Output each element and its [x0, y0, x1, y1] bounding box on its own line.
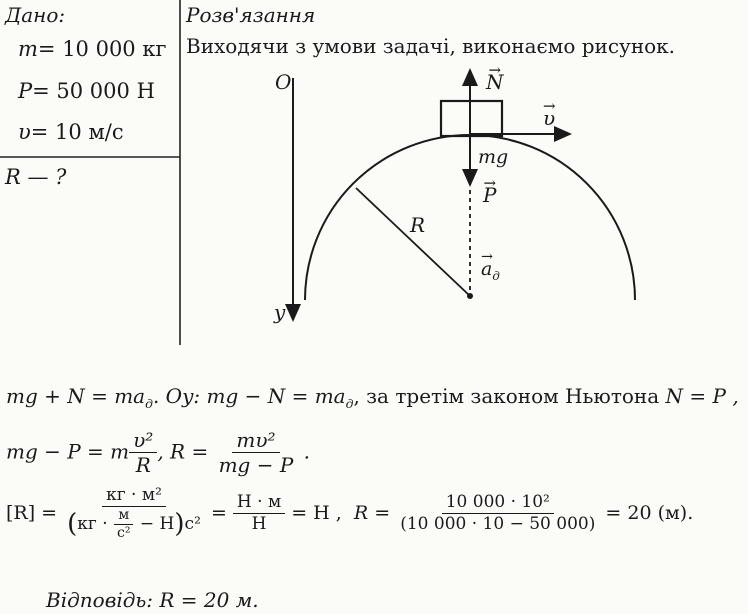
velocity-label [543, 106, 555, 130]
eq3-inner-den: с² [117, 524, 131, 541]
answer [46, 588, 259, 612]
eq3-unit-num: кг · м² [102, 487, 166, 507]
circle-center-dot [467, 293, 473, 299]
force-N-label [486, 70, 504, 94]
eq2-lhs: mg − P = m [6, 439, 130, 464]
eq3-calc-num: 10 000 · 10² [442, 494, 554, 514]
radius-label: R [410, 213, 426, 237]
eq3-eq-h: = Н , [291, 501, 342, 524]
given-m-value: = 10 000 кг [37, 37, 167, 61]
eq3-eq-mid: = [210, 501, 227, 524]
force-N-text: → N [486, 70, 504, 94]
eq1-sub: д [145, 396, 153, 411]
eq3-hm-num: Н · м [233, 494, 285, 514]
given-find: R — ? [5, 165, 67, 189]
acceleration-text: → a [481, 258, 492, 280]
given-title: Дано: [5, 3, 66, 27]
acceleration-subscript: д [492, 268, 500, 283]
eq3-unit-frac [63, 487, 205, 541]
eq3-calc-den: (10 000 · 10 − 50 000) [400, 514, 596, 535]
force-mg-label [478, 146, 508, 168]
given-m-symbol: m [18, 37, 38, 61]
force-P-label [483, 183, 496, 207]
eq3-inner-frac [113, 508, 134, 541]
eq3-den-suffix: − Н [139, 513, 175, 534]
force-P-text: → P [483, 183, 496, 207]
axis-origin-label: O [275, 70, 292, 94]
given-P [18, 79, 155, 103]
eq1-oy: . Oy: mg − N = ma [152, 384, 346, 408]
eq2-frac2-num: mυ² [232, 430, 279, 453]
eq3-den-tail: с² [184, 513, 201, 534]
eq3-r-eq: R = [353, 501, 391, 524]
eq2-frac1-den: R [135, 453, 151, 477]
equation-1 [6, 384, 739, 411]
eq2-frac2 [215, 430, 298, 476]
eq3-hm-den: Н [251, 514, 267, 535]
solution-title: Розв'язання [186, 3, 316, 27]
eq1-vector-sum: mg + N = ma [6, 384, 146, 408]
given-v [18, 120, 124, 144]
body-rect [441, 101, 502, 136]
given-P-value: = 50 000 Н [32, 79, 155, 103]
given-m [18, 37, 166, 61]
given-P-symbol: P [18, 79, 33, 103]
force-mg-text: mg [478, 146, 509, 168]
given-v-value: = 10 м/с [30, 120, 124, 144]
eq3-unit-den: (кг · $\frac{м}{\text{с²}}$ − Н)с² [67, 506, 201, 541]
eq2-mid: , R = [157, 439, 209, 464]
acceleration-label [481, 258, 500, 283]
eq2-end: . [303, 439, 310, 464]
eq2-frac1-num: υ² [129, 430, 157, 453]
velocity-text: → υ [543, 106, 555, 130]
eq3-hm-frac [233, 494, 285, 534]
radius-line [356, 188, 470, 296]
equation-3 [6, 487, 693, 541]
eq3-den-prefix: кг · [77, 513, 108, 534]
equation-2 [6, 430, 310, 476]
eq1-tail: N = P , [665, 384, 739, 408]
axis-y-label: y [274, 300, 286, 324]
eq2-frac1 [129, 430, 157, 476]
eq1-oy-sub: д [345, 396, 354, 411]
eq2-frac2-den: mg − P [218, 453, 294, 477]
answer-value: R = 20 м. [159, 588, 259, 612]
answer-label: Відповідь: [46, 588, 154, 612]
given-v-symbol: υ [18, 120, 31, 144]
eq3-inner-num: м [114, 508, 133, 525]
eq3-lhs: [R] = [6, 501, 58, 524]
eq3-calc-frac [396, 494, 599, 534]
eq1-text: , за третім законом Ньютона [353, 384, 660, 408]
eq3-result: = 20 (м). [605, 501, 694, 524]
solution-intro: Виходячи з умови задачі, виконаємо рисунок. [186, 34, 676, 58]
